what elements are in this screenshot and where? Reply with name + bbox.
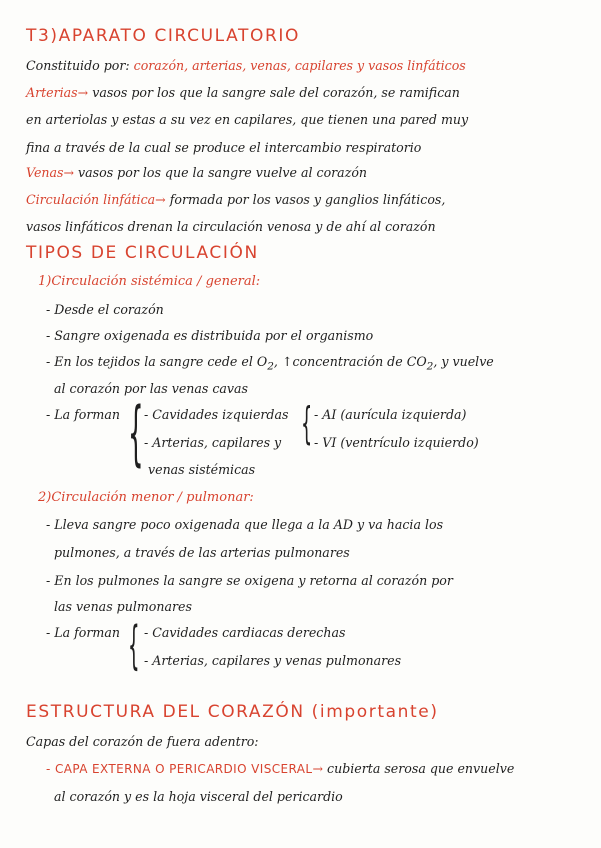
venas-text: vasos por los que la sangre vuelve al corazón <box>74 165 368 180</box>
sistemica-b3a: - En los tejidos la sangre cede el O <box>46 354 268 369</box>
menor-bullet-1-cont: pulmones, a través de las arterias pulmonares <box>54 545 350 560</box>
linfatica-line-1 <box>26 191 445 209</box>
sistemica-forman-3: venas sistémicas <box>148 462 256 477</box>
arterias-line-2: en arteriolas y estas a su vez en capilares, que tienen una pared muy <box>26 112 469 127</box>
intro-line <box>26 57 466 75</box>
sistemica-sub2: 2 <box>426 360 434 373</box>
arterias-text-1: vasos por los que la sangre sale del corazón, se ramifican <box>88 85 460 100</box>
linfatica-term: Circulación linfática <box>26 192 156 207</box>
menor-heading: 2)Circulación menor / pulmonar: <box>38 490 254 505</box>
arrow-icon: → <box>63 165 75 180</box>
brace-icon: { <box>128 392 144 474</box>
venas-term: Venas <box>26 165 64 180</box>
arterias-line-3: fina a través de la cual se produce el intercambio respiratorio <box>26 140 422 155</box>
venas-line <box>26 164 367 182</box>
estructura-heading: ESTRUCTURA DEL CORAZÓN (importante) <box>26 702 439 722</box>
menor-bullet-2-cont: las venas pulmonares <box>54 599 192 614</box>
sistemica-forman-1: - Cavidades izquierdas <box>144 407 289 422</box>
sistemica-forman-2: - Arterias, capilares y <box>144 435 282 450</box>
brace-icon: { <box>128 616 140 676</box>
linfatica-line-2: vasos linfáticos drenan la circulación venosa y de ahí al corazón <box>26 219 436 234</box>
sistemica-b3b: , ↑concentración de CO <box>273 354 427 369</box>
sistemica-bullet-3-cont: al corazón por las venas cavas <box>54 381 249 396</box>
estructura-capa-line-2: al corazón y es la hoja visceral del pericardio <box>54 789 343 804</box>
sistemica-heading: 1)Circulación sistémica / general: <box>38 274 261 289</box>
menor-bullet-2: - En los pulmones la sangre se oxigena y retorna al corazón por <box>46 573 453 588</box>
arrow-icon: → <box>155 192 166 207</box>
sistemica-ai: - AI (aurícula izquierda) <box>314 407 467 422</box>
sistemica-bullet-3 <box>46 353 494 376</box>
sistemica-forman: - La forman <box>46 407 120 422</box>
arrow-icon: → <box>77 85 89 100</box>
sistemica-sub1: 2 <box>267 360 274 373</box>
intro-items: corazón, arterias, venas, capilares y vasos linfáticos <box>133 58 466 73</box>
menor-forman: - La forman <box>46 625 120 640</box>
estructura-capa-line-1 <box>46 760 514 778</box>
capa-text-1: cubierta serosa que envuelve <box>323 761 515 776</box>
brace-icon: { <box>301 398 313 449</box>
menor-forman-1: - Cavidades cardiacas derechas <box>144 625 346 640</box>
sistemica-bullet-2: - Sangre oxigenada es distribuida por el organismo <box>46 328 374 343</box>
menor-forman-2: - Arterias, capilares y venas pulmonares <box>144 653 402 668</box>
linfatica-text-1: formada por los vasos y ganglios linfáticos, <box>165 192 446 207</box>
sistemica-bullet-1: - Desde el corazón <box>46 302 164 317</box>
arterias-term: Arterias <box>26 85 78 100</box>
estructura-capas: Capas del corazón de fuera adentro: <box>26 734 259 749</box>
arterias-line-1 <box>26 84 460 102</box>
sistemica-b3c: , y vuelve <box>433 354 494 369</box>
intro-lead: Constituido por: <box>26 58 134 73</box>
menor-bullet-1: - Lleva sangre poco oxigenada que llega a la AD y va hacia los <box>46 517 444 532</box>
capa-externa-term: - CAPA EXTERNA O PERICARDIO VISCERAL <box>46 762 313 776</box>
arrow-icon: → <box>312 761 324 776</box>
page-title: T3)APARATO CIRCULATORIO <box>26 26 300 46</box>
sistemica-vi: - VI (ventrículo izquierdo) <box>314 435 479 450</box>
tipos-heading: TIPOS DE CIRCULACIÓN <box>26 243 259 263</box>
